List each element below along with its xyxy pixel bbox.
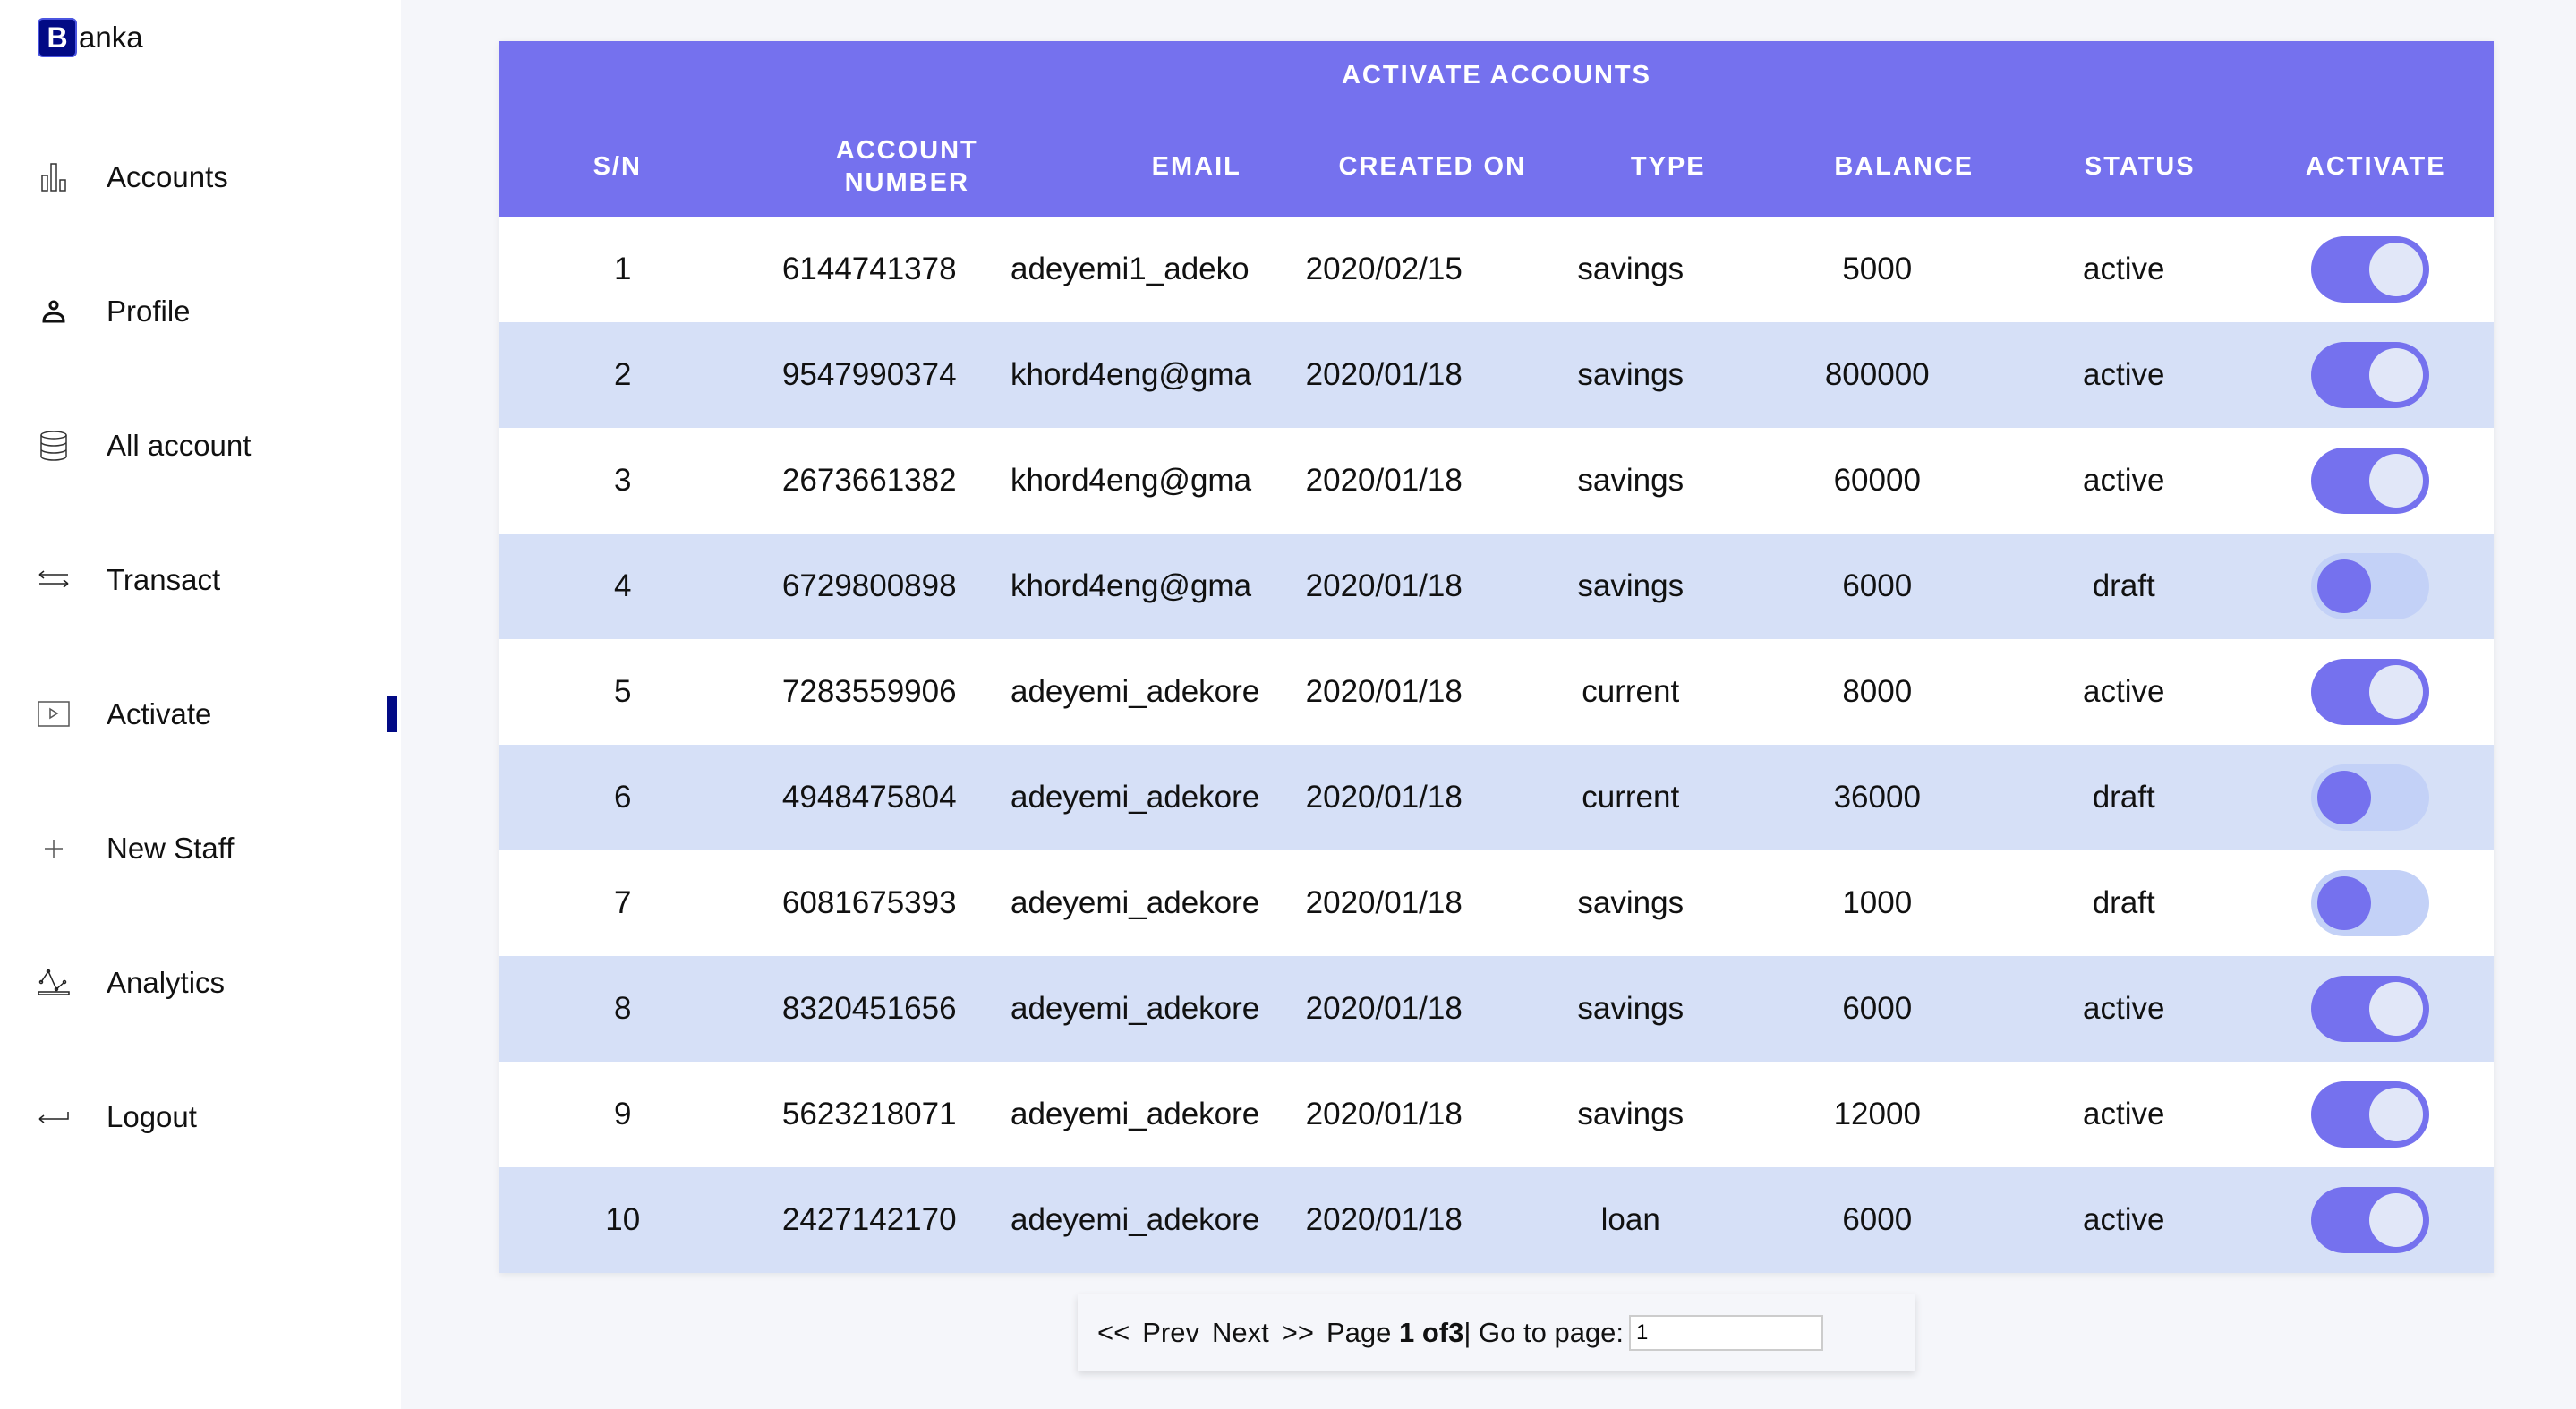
cell-email: adeyemi_adekore [1011,991,1260,1026]
first-page-button[interactable]: << [1097,1317,1130,1348]
cell-sn: 1 [614,252,632,286]
cell-account: 7283559906 [781,674,957,709]
toggle-knob [2317,876,2371,930]
sidebar-item-profile[interactable] [0,276,401,347]
table-body [499,217,2494,1273]
cell-account: 2427142170 [781,1202,957,1237]
cell-sn: 7 [614,885,632,920]
column-header: BALANCE [1834,152,1975,181]
cell-email: adeyemi1_adeko [1011,252,1250,286]
cell-created: 2020/01/18 [1305,357,1463,392]
cell-status: draft [2092,885,2155,920]
cell-activate [2248,976,2495,1042]
cell-status: active [2083,1202,2165,1237]
table-title: ACTIVATE ACCOUNTS [1341,61,1651,90]
toggle-knob [2369,454,2423,508]
cell-status: active [2083,463,2165,498]
cell-sn: 8 [614,991,632,1026]
activate-toggle[interactable] [2311,764,2429,831]
cell-balance: 1000 [1842,885,1913,920]
play-box-icon [38,698,70,730]
cell-account: 4948475804 [781,780,957,815]
cell-type: savings [1577,885,1685,920]
cell-status: active [2083,991,2165,1026]
activate-toggle[interactable] [2311,1187,2429,1253]
sidebar-item-accounts[interactable] [0,141,401,213]
cell-created: 2020/01/18 [1305,1097,1463,1131]
table-row [499,850,2494,956]
cell-sn: 5 [614,674,632,709]
bar-chart-icon [38,161,70,193]
column-header: ACCOUNT NUMBER [835,136,978,197]
table-row [499,428,2494,534]
cell-status: draft [2092,568,2155,603]
plus-icon [38,833,70,865]
toggle-knob [2369,982,2423,1036]
cell-type: loan [1600,1202,1660,1237]
cell-balance: 8000 [1842,674,1913,709]
cell-created: 2020/01/18 [1305,885,1463,920]
active-indicator [387,696,397,732]
sidebar-item-label: Analytics [107,966,226,999]
cell-balance: 800000 [1824,357,1930,392]
table-row [499,956,2494,1062]
cell-type: savings [1577,357,1685,392]
cell-activate [2248,236,2495,303]
activate-accounts-table [499,41,2494,1273]
cell-type: savings [1577,991,1685,1026]
cell-balance: 5000 [1842,252,1913,286]
toggle-knob [2369,1193,2423,1247]
cell-created: 2020/01/18 [1305,991,1463,1026]
sidebar-item-label: Activate [107,697,212,730]
column-header: S/N [593,152,642,181]
table-row [499,639,2494,745]
activate-toggle[interactable] [2311,870,2429,936]
cell-activate [2248,870,2495,936]
database-icon [38,430,70,462]
toggle-knob [2369,665,2423,719]
cell-status: active [2083,252,2165,286]
cell-sn: 6 [614,780,632,815]
sidebar [0,0,401,1409]
cell-sn: 3 [614,463,632,498]
cell-email: adeyemi_adekore [1011,1202,1260,1237]
next-button[interactable]: Next [1211,1317,1269,1348]
cell-status: active [2083,1097,2165,1131]
toggle-knob [2369,348,2423,402]
cell-status: active [2083,674,2165,709]
table-row [499,322,2494,428]
cell-email: adeyemi_adekore [1011,885,1260,920]
column-header: ACTIVATE [2305,152,2446,181]
table-header [499,41,2494,217]
activate-toggle[interactable] [2311,659,2429,725]
column-header: STATUS [2084,152,2196,181]
activate-toggle[interactable] [2311,342,2429,408]
cell-balance: 60000 [1833,463,1921,498]
sidebar-item-label: Logout [107,1100,197,1133]
activate-toggle[interactable] [2311,448,2429,514]
cell-created: 2020/01/18 [1305,463,1463,498]
page-info: 1 of3 [1398,1317,1464,1348]
cell-type: current [1582,780,1680,815]
cell-email: adeyemi_adekore [1011,1097,1260,1131]
sidebar-item-activate[interactable] [0,679,401,750]
activate-toggle[interactable] [2311,553,2429,619]
sidebar-item-logout[interactable] [0,1081,401,1153]
column-header: TYPE [1630,152,1706,181]
logo[interactable] [38,18,143,57]
toggle-knob [2317,771,2371,824]
cell-email: adeyemi_adekore [1011,674,1260,709]
prev-button[interactable]: Prev [1142,1317,1199,1348]
cell-activate [2248,342,2495,408]
sidebar-item-label: All account [107,429,252,462]
cell-email: khord4eng@gma [1011,463,1252,498]
sidebar-item-new-staff[interactable] [0,813,401,884]
cell-balance: 6000 [1842,991,1913,1026]
goto-label: Go to page: [1479,1317,1625,1348]
sidebar-item-label: Accounts [107,160,228,193]
cell-type: savings [1577,463,1685,498]
cell-activate [2248,553,2495,619]
sidebar-item-label: Transact [107,563,221,596]
cell-email: adeyemi_adekore [1011,780,1260,815]
sidebar-item-label: Profile [107,295,191,328]
activate-toggle[interactable] [2311,976,2429,1042]
goto-page-input[interactable] [1629,1315,1823,1351]
pagination [1078,1294,1915,1371]
column-header: CREATED ON [1338,152,1527,181]
cell-created: 2020/02/15 [1305,252,1463,286]
sidebar-item-analytics[interactable] [0,947,401,1019]
toggle-knob [2317,559,2371,613]
cell-account: 6144741378 [781,252,957,286]
cell-account: 6081675393 [781,885,957,920]
cell-balance: 12000 [1833,1097,1921,1131]
toggle-knob [2369,1088,2423,1141]
cell-sn: 10 [605,1202,641,1237]
cell-created: 2020/01/18 [1305,780,1463,815]
logout-arrow-icon [38,1101,70,1133]
cell-type: savings [1577,568,1685,603]
analytics-icon [38,967,70,999]
cell-sn: 9 [614,1097,632,1131]
cell-account: 9547990374 [781,357,957,392]
cell-sn: 4 [614,568,632,603]
cell-email: khord4eng@gma [1011,357,1252,392]
cell-activate [2248,448,2495,514]
cell-created: 2020/01/18 [1305,674,1463,709]
cell-activate [2248,1187,2495,1253]
activate-toggle[interactable] [2311,236,2429,303]
user-icon [38,295,70,328]
logo-badge: B [38,18,77,57]
sidebar-item-all-account[interactable] [0,410,401,482]
cell-account: 8320451656 [781,991,957,1026]
table-row [499,745,2494,850]
table-row [499,534,2494,639]
cell-status: draft [2092,780,2155,815]
swap-arrows-icon [38,564,70,596]
cell-balance: 6000 [1842,1202,1913,1237]
cell-type: savings [1577,252,1685,286]
cell-type: current [1582,674,1680,709]
cell-balance: 36000 [1833,780,1921,815]
sidebar-item-label: New Staff [107,832,235,865]
table-row [499,1062,2494,1167]
cell-created: 2020/01/18 [1305,568,1463,603]
cell-account: 2673661382 [781,463,957,498]
cell-sn: 2 [614,357,632,392]
page-label: Page [1326,1317,1392,1348]
cell-activate [2248,659,2495,725]
activate-toggle[interactable] [2311,1081,2429,1148]
sidebar-item-transact[interactable] [0,544,401,616]
logo-text: anka [79,21,143,54]
cell-email: khord4eng@gma [1011,568,1252,603]
cell-activate [2248,764,2495,831]
cell-account: 5623218071 [781,1097,957,1131]
table-row [499,217,2494,322]
toggle-knob [2369,243,2423,296]
cell-balance: 6000 [1842,568,1913,603]
column-header: EMAIL [1151,152,1241,181]
cell-type: savings [1577,1097,1685,1131]
last-page-button[interactable]: >> [1281,1317,1314,1348]
cell-activate [2248,1081,2495,1148]
cell-status: active [2083,357,2165,392]
separator: | [1463,1317,1471,1348]
cell-account: 6729800898 [781,568,957,603]
table-row [499,1167,2494,1273]
cell-created: 2020/01/18 [1305,1202,1463,1237]
